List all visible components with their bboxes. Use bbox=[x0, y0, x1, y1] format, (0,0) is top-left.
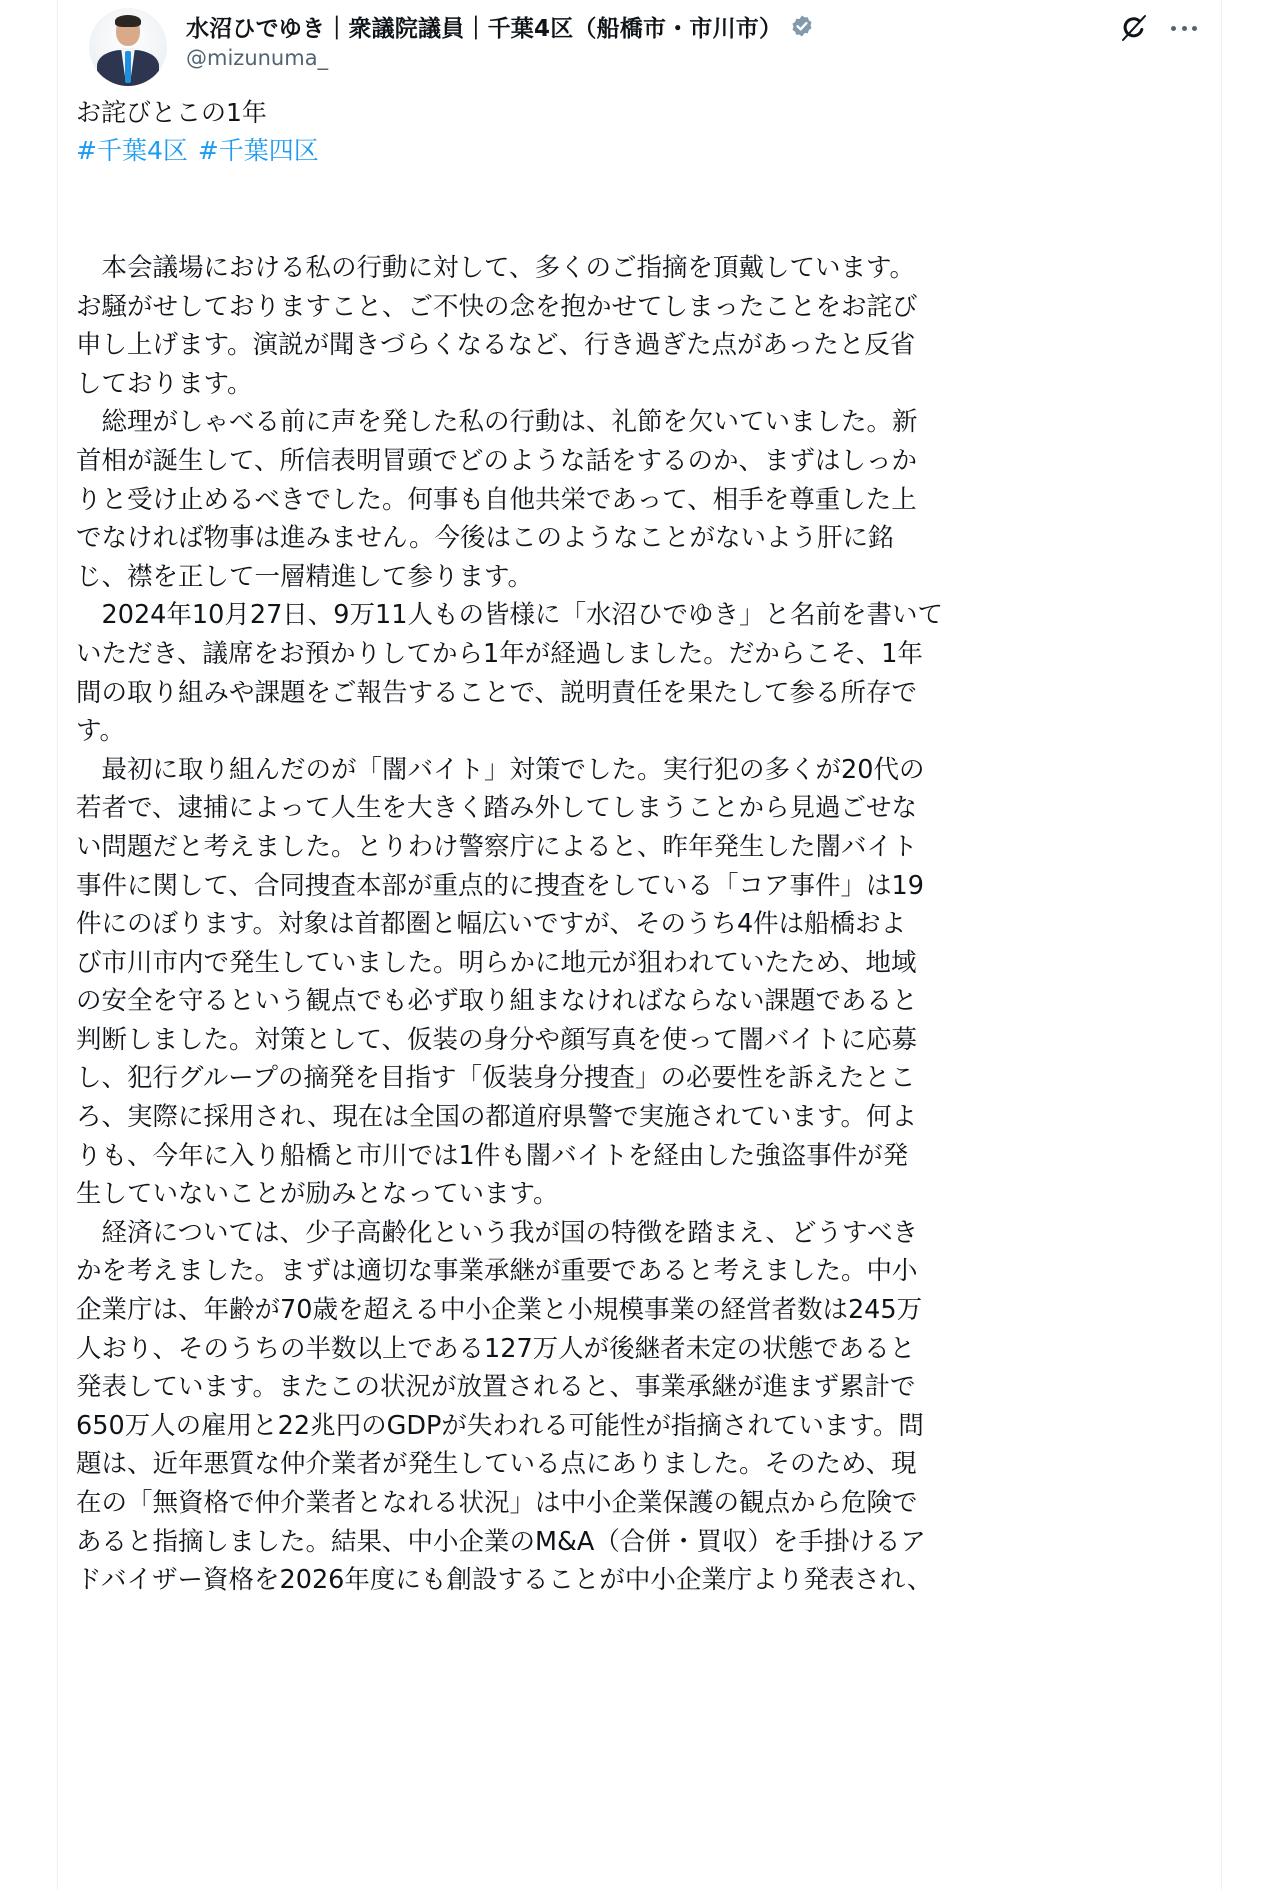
body-line: び市川市内で発生していました。明らかに地元が狙われていたため、地域 bbox=[76, 947, 917, 978]
body-line: 判断しました。対策として、仮装の身分や顔写真を使って闇バイトに応募 bbox=[76, 1024, 917, 1055]
body-line: じ、襟を正して一層精進して参ります。 bbox=[76, 561, 533, 592]
avatar[interactable] bbox=[89, 8, 167, 86]
body-line: 2024年10月27日、9万11人もの皆様に「水沼ひでゆき」と名前を書いて bbox=[76, 600, 943, 631]
body-line: 事件に関して、合同捜査本部が重点的に捜査をしている「コア事件」は19 bbox=[76, 870, 924, 901]
body-line: かを考えました。まずは適切な事業承継が重要であると考えました。中小 bbox=[76, 1256, 918, 1287]
body-line: 経済については、少子高齢化という我が国の特徴を踏まえ、どうすべき bbox=[76, 1217, 919, 1248]
body-line: い問題だと考えました。とりわけ警察庁によると、昨年発生した闇バイト bbox=[76, 831, 918, 862]
post-title: お詫びとこの1年 bbox=[76, 98, 267, 127]
author-display-name[interactable]: 水沼ひでゆき｜衆議院議員｜千葉4区（船橋市・市川市） bbox=[186, 15, 783, 42]
body-line: 申し上げます。演説が聞きづらくなるなど、行き過ぎた点があったと反省 bbox=[76, 330, 916, 361]
dot bbox=[1182, 26, 1187, 31]
hashtag-link[interactable]: #千葉4区 bbox=[76, 136, 188, 165]
avatar-hair bbox=[115, 15, 141, 27]
post-body bbox=[76, 249, 1201, 1600]
body-line: 若者で、逮捕によって人生を大きく踏み外してしまうことから見過ごせな bbox=[76, 793, 917, 824]
body-line: 題は、近年悪質な仲介業者が発生している点にありました。そのため、現 bbox=[76, 1449, 917, 1480]
body-line: の安全を守るという観点でも必ず取り組まなければならない課題であると bbox=[76, 986, 918, 1017]
hashtag-link[interactable]: #千葉四区 bbox=[197, 136, 319, 165]
grok-icon[interactable] bbox=[1119, 13, 1149, 43]
dot bbox=[1192, 26, 1197, 31]
body-line: しております。 bbox=[76, 368, 253, 399]
body-line: あると指摘しました。結果、中小企業のM&A（合併・買収）を手掛けるア bbox=[76, 1526, 926, 1557]
author-handle[interactable]: @mizunuma_ bbox=[186, 46, 329, 70]
body-line: いただき、議席をお預かりしてから1年が経過しました。だからこそ、1年 bbox=[76, 638, 923, 669]
avatar-tie bbox=[125, 51, 131, 83]
post-header bbox=[89, 8, 1199, 88]
body-line: 首相が誕生して、所信表明冒頭でどのような話をするのか、まずはしっか bbox=[76, 445, 917, 476]
dot bbox=[1171, 26, 1176, 31]
more-horizontal-icon[interactable] bbox=[1169, 13, 1199, 43]
author-name-row bbox=[186, 10, 814, 42]
body-line: 本会議場における私の行動に対して、多くのご指摘を頂戴しています。 bbox=[76, 253, 915, 283]
body-line: お騒がせしておりますこと、ご不快の念を抱かせてしまったことをお詫び bbox=[76, 291, 918, 322]
body-line: し、犯行グループの摘発を目指す「仮装身分捜査」の必要性を訴えたとこ bbox=[76, 1063, 916, 1094]
body-line: 件にのぼります。対象は首都圏と幅広いですが、そのうち4件は船橋およ bbox=[76, 909, 907, 940]
post-card bbox=[57, 0, 1222, 1890]
hashtag-list bbox=[76, 133, 329, 169]
body-line: 最初に取り組んだのが「闇バイト」対策でした。実行犯の多くが20代の bbox=[76, 754, 925, 785]
body-line: 間の取り組みや課題をご報告することで、説明責任を果たして参る所存で bbox=[76, 677, 917, 708]
post-actions bbox=[1119, 12, 1199, 44]
body-line: 発表しています。またこの状況が放置されると、事業承継が進まず累計で bbox=[76, 1372, 916, 1403]
body-line: す。 bbox=[76, 716, 125, 747]
body-line: 650万人の雇用と22兆円のGDPが失われる可能性が指摘されています。問 bbox=[76, 1410, 924, 1441]
body-line: ドバイザー資格を2026年度にも創設することが中小企業庁より発表され、 bbox=[76, 1565, 933, 1596]
body-line: 総理がしゃべる前に声を発した私の行動は、礼節を欠いていました。新 bbox=[76, 407, 918, 438]
body-line: でなければ物事は進みません。今後はこのようなことがないよう肝に銘 bbox=[76, 523, 894, 554]
body-line: 企業庁は、年齢が70歳を超える中小企業と小規模事業の経営者数は245万 bbox=[76, 1295, 923, 1326]
body-line: 在の「無資格で仲介業者となれる状況」は中小企業保護の観点から危険で bbox=[76, 1488, 918, 1518]
body-line: 生していないことが励みとなっています。 bbox=[76, 1179, 559, 1210]
body-line: ろ、実際に採用され、現在は全国の都道府県警で実施されています。何よ bbox=[76, 1102, 917, 1133]
body-line: りと受け止めるべきでした。何事も自他共栄であって、相手を尊重した上 bbox=[76, 484, 917, 515]
verified-badge-icon[interactable] bbox=[790, 14, 814, 38]
body-line: りも、今年に入り船橋と市川では1件も闇バイトを経由した強盗事件が発 bbox=[76, 1140, 909, 1171]
body-line: 人おり、そのうちの半数以上である127万人が後継者未定の状態であると bbox=[76, 1333, 916, 1364]
